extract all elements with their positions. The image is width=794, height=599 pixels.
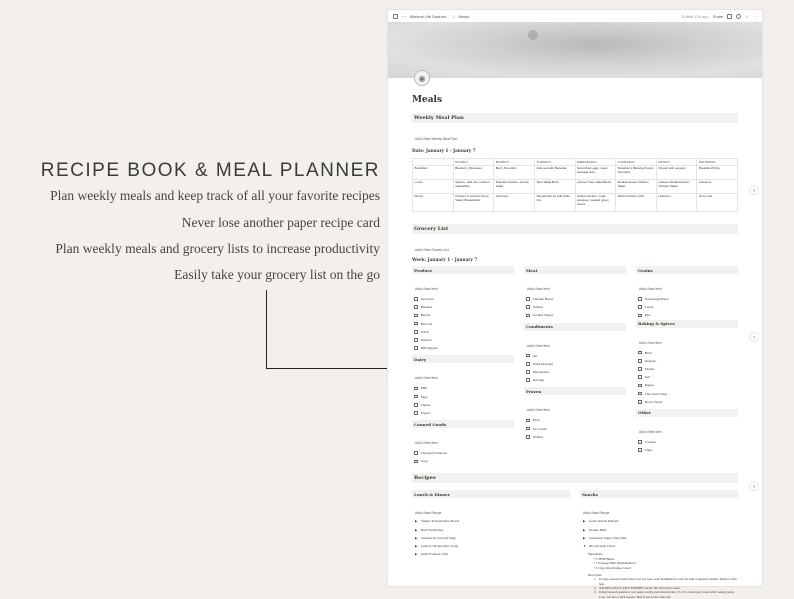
recipe-toggle[interactable]: ▶ Cinnamon Sugar Chex Mix [583,535,627,540]
meal-row-label: Lunch [413,180,454,194]
checkbox[interactable] [414,387,418,391]
plate-icon[interactable]: ◉ [414,70,430,86]
checkbox[interactable] [414,403,418,407]
meal-cell[interactable]: Omelet with peppers [656,166,697,180]
grocery-item[interactable]: Basil [636,349,738,357]
cover-image[interactable] [388,22,762,78]
checkbox[interactable] [526,297,530,301]
grocery-item[interactable]: Chicken Breast [524,295,626,303]
meal-cell[interactable]: Roasted chicken, quinoa, salad [494,180,535,194]
meal-cell[interactable]: Leftovers [494,194,535,212]
day-header: SATURDAY [697,159,738,166]
add-item-button[interactable]: Add a New Item [527,287,550,291]
grocery-item[interactable]: Bell Peppers [412,344,514,352]
grocery-item[interactable]: Ice Cream [524,425,626,433]
checkbox[interactable] [414,297,418,301]
comment-icon[interactable] [727,14,732,19]
grocery-item[interactable]: Thyme [636,365,738,373]
grocery-item[interactable]: Garlic [412,328,514,336]
grocery-item[interactable]: Yogurt [412,409,514,417]
promo-title: RECIPE BOOK & MEAL PLANNER [40,160,380,181]
meal-cell[interactable]: Leftover Mediterranean Chicken Salad [656,180,697,194]
top-bar [388,10,762,22]
recipe-column [580,490,738,599]
add-item-button[interactable]: Add a New Item [639,429,662,434]
meal-cell[interactable]: Grilled chicken, small potatoes, roasted green beans [575,194,616,212]
meal-row-label: Breakfast [413,166,454,180]
help-button[interactable]: ? [750,333,758,341]
grocery-item[interactable]: Pizza [524,416,626,424]
checkbox[interactable] [414,346,418,350]
checkbox[interactable] [526,354,530,358]
weekly-date[interactable]: Date: January 1 - January 7 [412,148,476,153]
checkbox[interactable] [526,435,530,439]
grocery-item[interactable]: Broccoli [412,320,514,328]
checkbox[interactable] [414,330,418,334]
checkbox[interactable] [526,370,530,374]
meal-cell[interactable]: Scrambled eggs, toast, sausage links [575,166,616,180]
recipe-toggle-open[interactable]: ▼ Rice Krispie Treats [583,544,616,548]
category-dairy[interactable]: Dairy [412,355,514,363]
recipes-header[interactable]: Recipes [412,473,738,483]
checkbox[interactable] [638,448,642,452]
breadcrumb-parent[interactable]: Minimal Life Dashbo... [409,13,450,19]
day-header: THURSDAY [616,159,657,166]
notion-window [388,10,762,599]
grocery-item[interactable]: Cereal [636,303,738,311]
checkbox[interactable] [638,392,642,396]
category-baking-spices[interactable]: Baking & Spices [636,320,738,328]
grocery-item[interactable]: Bananas [412,303,514,311]
grocery-item[interactable]: Ground Turkey [524,311,626,319]
grocery-item[interactable]: Chopped Tomatoes [412,449,514,457]
checkbox[interactable] [414,314,418,318]
share-button[interactable]: Share [712,13,724,19]
meal-cell[interactable]: Leftovers [656,194,697,212]
grocery-item[interactable]: Pepper [636,381,738,389]
category-produce[interactable]: Produce [412,266,514,274]
meal-row-label: Dinner [413,194,454,212]
checkbox[interactable] [638,351,642,355]
grocery-item[interactable]: Soup [412,457,514,465]
recipe-toggle[interactable]: ▶ Garlic Ranch Pretzels [583,519,619,524]
checkbox[interactable] [414,338,418,342]
checkbox[interactable] [526,427,530,431]
add-item-button[interactable]: Add a New Item [639,287,662,291]
category-lunch-dinner[interactable]: Lunch & Dinner [412,490,570,498]
meal-cell[interactable]: Mediterranean Chicken Salad [616,180,657,194]
day-header: TUESDAY [534,159,575,166]
checkbox[interactable] [414,305,418,309]
checkbox[interactable] [414,322,418,326]
grocery-item[interactable]: Ketchup [524,376,626,384]
meal-cell[interactable]: White Chicken Chili [616,194,657,212]
more-icon[interactable]: ··· [753,13,757,19]
add-item-button[interactable]: Add a New Item [415,287,438,291]
grocery-item[interactable]: Waffles [524,433,626,441]
category-frozen[interactable]: Frozen [524,387,626,395]
add-item-button[interactable]: Add a New Item [527,343,550,348]
ingredient-item: • 3 TBSP Butter [594,556,615,561]
recipe-toggle[interactable]: ▶ Lemon Chicken Orzo Soup [415,544,459,548]
recipe-column [412,490,570,599]
breadcrumb-page[interactable]: Meals [458,13,470,19]
grocery-column [636,266,738,465]
grocery-item[interactable]: Rice [636,311,738,319]
day-header: SUNDAY [453,159,494,166]
toggle-arrow-icon[interactable]: ▶ [583,535,586,540]
checkbox[interactable] [414,395,418,399]
grocery-item[interactable]: Berries [412,311,514,319]
add-weekly-plan-button[interactable]: Add a New Weekly Meal Plan [415,137,457,141]
page-title: Meals [412,95,443,105]
checkbox[interactable] [526,419,530,423]
grocery-column [524,266,626,465]
checkbox[interactable] [414,411,418,415]
promo-line-3: Plan weekly meals and grocery lists to increase productivity [55,241,380,256]
recipe-toggle[interactable]: ▶ Protein Balls [583,527,607,532]
ingredient-item: • 6 Cups Rice Krispie Cereal [594,565,631,570]
clock-icon[interactable] [736,14,741,19]
add-item-button[interactable]: Add a New Item [415,441,438,446]
category-other[interactable]: Other [636,409,738,417]
back-forward-icons[interactable]: ‹ › [402,13,406,19]
checkbox[interactable] [638,297,642,301]
grocery-item[interactable]: Salad Dressing [524,360,626,368]
grocery-item[interactable]: Milk [412,384,514,392]
grocery-item[interactable]: Sourdough Bread [636,295,738,303]
grocery-item[interactable]: Brown Sugar [636,398,738,406]
checkbox[interactable] [414,451,418,455]
grocery-item[interactable]: Salt [636,373,738,381]
add-item-button[interactable]: Add a New Item [415,376,438,381]
promo-line-4: Easily take your grocery list on the go [174,267,380,282]
toggle-arrow-icon[interactable]: ▶ [415,535,418,540]
category-meat[interactable]: Meat [524,266,626,274]
meal-cell[interactable]: Leftovers [697,180,738,194]
grocery-column [412,266,514,465]
toggle-arrow-icon[interactable]: ▶ [415,519,418,524]
direction-step: 3. Using buttered spatula or wax paper evenly press mixture into 13 x 9 x 2-inch pan coated with cooking spray. Cool. Cut into 2-inch squares. Best if served the same day. [594,590,735,599]
checkbox[interactable] [638,400,642,404]
grocery-item[interactable]: Oregano [636,357,738,365]
toggle-arrow-icon[interactable]: ▶ [415,527,418,532]
help-button[interactable]: ? [750,482,758,490]
day-header: FRIDAY [656,159,697,166]
checkbox[interactable] [638,375,642,379]
checkbox[interactable] [638,367,642,371]
grocery-columns [412,266,738,465]
promo-line-2: Never lose another paper recipe card [181,215,380,230]
sidebar-toggle-icon[interactable] [393,14,398,19]
day-header: MONDAY [494,159,535,166]
toggle-arrow-icon[interactable]: ▶ [415,552,418,557]
category-grains[interactable]: Grains [636,266,738,274]
table-corner [413,159,454,166]
day-header: WEDNESDAY [575,159,616,166]
category-snacks[interactable]: Snacks [580,490,738,498]
checkbox[interactable] [638,384,642,388]
grocery-item[interactable]: Oil [524,352,626,360]
direction-step: 2. Add KELLOGG'S RICE KRISPIES cereal. Stir until well coated. [594,585,681,590]
checkbox[interactable] [638,314,642,318]
category-condiments[interactable]: Condiments [524,323,626,331]
add-recipe-button[interactable]: Add a New Recipe [583,511,610,516]
grocery-week[interactable]: Week: January 1 - January 7 [412,257,478,262]
star-icon[interactable]: ☆ [745,13,749,19]
meal-cell[interactable]: Strawberry Banana Protein Smoothie [616,166,657,180]
checkbox[interactable] [526,305,530,309]
toggle-arrow-icon[interactable]: ▶ [583,519,586,524]
promo-line-1: Plan weekly meals and keep track of all your favorite recipes [50,188,380,203]
meal-plan-table [412,158,738,212]
checkbox[interactable] [526,378,530,382]
recipe-toggle[interactable]: ▶ Beef Enchiladas [415,527,444,532]
add-item-button[interactable]: Add a New Item [639,340,662,345]
toggle-arrow-down-icon[interactable]: ▼ [583,544,586,548]
checkbox[interactable] [526,314,530,318]
meal-cell[interactable]: Blueberry Pancakes [453,166,494,180]
direction-step: 1. In large saucepan melt butter over low heat. Add marshmallows and stir until completely melted. Remove from heat. [594,577,737,586]
checkbox[interactable] [638,440,642,444]
meal-cell[interactable]: Leftover Taco Salad Bowl [575,180,616,194]
add-item-button[interactable]: Add a New Item [527,408,550,413]
meal-cell[interactable]: Teriyaki Stir fry with white rice [534,194,575,212]
page-content [412,95,738,599]
recipe-toggle[interactable]: ▶ Dad's Famous Chili [415,552,448,557]
breadcrumb-separator: / [453,13,455,19]
ingredients-label: Ingredients: [588,552,604,557]
directions-label: Directions: [588,572,603,577]
edited-timestamp: Edited 12h ago [681,13,709,19]
meal-cell[interactable]: Breakfast Pizza [697,166,738,180]
weekly-meal-plan-header[interactable]: Weekly Meal Plan [412,113,738,123]
grocery-item[interactable]: Chips [636,446,738,454]
recipe-toggle[interactable]: ▶ Turkey Teriyaki Rice Bowls [415,519,460,524]
help-button[interactable]: ? [750,186,758,194]
meal-cell[interactable]: Taco Salad Bowl [534,180,575,194]
grocery-item[interactable]: Cheese [412,401,514,409]
checkbox[interactable] [414,460,418,464]
grocery-item[interactable]: Cookies [636,438,738,446]
toggle-arrow-icon[interactable]: ▶ [583,527,586,532]
checkbox[interactable] [526,362,530,366]
meal-cell[interactable]: Salmon, wild rice, roasted vegetables [453,180,494,194]
grocery-item[interactable]: Eggs [412,393,514,401]
ingredient-item: • 1 Package Mini Marshmallows [594,561,636,566]
meal-cell[interactable]: Out to eat [697,194,738,212]
add-grocery-list-button[interactable]: Add a New Grocery List [415,248,449,252]
recipe-columns [412,490,738,599]
meal-cell[interactable]: Oatmeal with Bananas [534,166,575,180]
meal-cell[interactable]: Berry Smoothie [494,166,535,180]
checkbox[interactable] [638,359,642,363]
grocery-list-header[interactable]: Grocery List [412,224,738,234]
grocery-item[interactable]: Spinach [412,336,514,344]
grocery-item[interactable]: Salmon [524,303,626,311]
directions-list [580,577,738,599]
grocery-item[interactable]: Mayonnaise [524,368,626,376]
meal-cell[interactable]: Chicken & Gnocchi Soup, Salad, Breadsticks [453,194,494,212]
grocery-item[interactable]: Avocados [412,295,514,303]
checkbox[interactable] [638,305,642,309]
recipe-toggle[interactable]: ▶ Chicken & Gnocchi Soup [415,535,456,540]
category-canned-goods[interactable]: Canned Goods [412,420,514,428]
add-recipe-button[interactable]: Add a New Recipe [415,511,442,516]
connector-line [266,290,398,369]
toggle-arrow-icon[interactable]: ▶ [415,544,418,548]
grocery-item[interactable]: Chocolate Chips [636,390,738,398]
